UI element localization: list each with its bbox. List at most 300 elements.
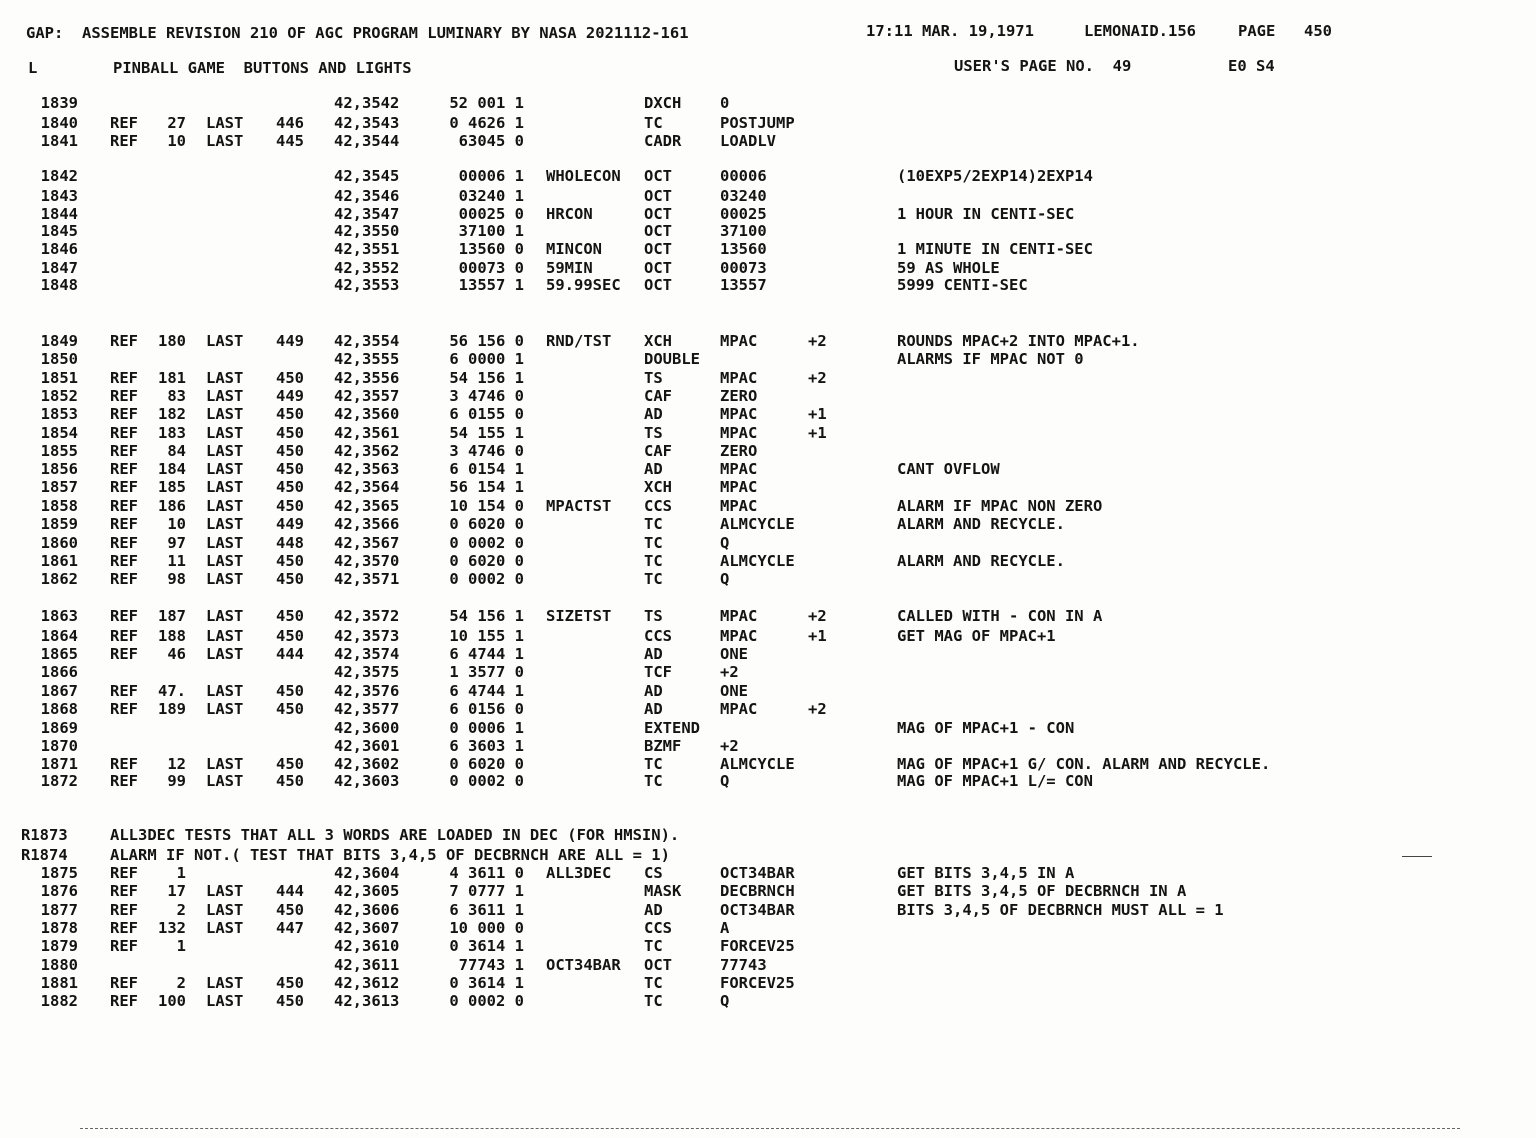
- listing-line: [0, 882, 1536, 901]
- ref-count: 1: [176, 864, 186, 882]
- machine-code: 0 0002 0: [449, 534, 524, 552]
- last-page: 450: [276, 755, 304, 773]
- ref-count: 12: [167, 755, 186, 773]
- last-label: LAST: [206, 515, 244, 533]
- line-number: 1857: [40, 478, 78, 496]
- opcode: OCT: [644, 259, 672, 277]
- operand: MPAC: [720, 405, 758, 423]
- symbol-label: HRCON: [546, 205, 593, 223]
- opcode: XCH: [644, 478, 672, 496]
- line-number: 1858: [40, 497, 78, 515]
- opcode: TS: [644, 607, 663, 625]
- last-page: 450: [276, 570, 304, 588]
- opcode: TS: [644, 424, 663, 442]
- opcode: TC: [644, 772, 663, 790]
- comment: GET MAG OF MPAC+1: [897, 627, 1056, 645]
- machine-code: 52 001 1: [449, 94, 524, 112]
- address: 42,3606: [334, 901, 400, 919]
- opcode: OCT: [644, 222, 672, 240]
- ref-label: REF: [110, 700, 138, 718]
- opcode: OCT: [644, 276, 672, 294]
- ref-label: REF: [110, 645, 138, 663]
- last-page: 450: [276, 424, 304, 442]
- last-label: LAST: [206, 497, 244, 515]
- listing-line: [0, 94, 1536, 113]
- symbol-label: MPACTST: [546, 497, 612, 515]
- opcode: CS: [644, 864, 663, 882]
- last-page: 447: [276, 919, 304, 937]
- comment: GET BITS 3,4,5 OF DECBRNCH IN A: [897, 882, 1187, 900]
- machine-code: 13560 0: [458, 240, 524, 258]
- listing-line: [0, 552, 1536, 571]
- line-number: 1879: [40, 937, 78, 955]
- address: 42,3613: [334, 992, 400, 1010]
- operand: MPAC: [720, 627, 758, 645]
- operand: MPAC: [720, 497, 758, 515]
- last-label: LAST: [206, 700, 244, 718]
- address: 42,3572: [334, 607, 400, 625]
- machine-code: 54 155 1: [449, 424, 524, 442]
- listing-line: [0, 682, 1536, 701]
- line-number: 1859: [40, 515, 78, 533]
- last-page: 444: [276, 645, 304, 663]
- line-number: 1839: [40, 94, 78, 112]
- line-number: 1870: [40, 737, 78, 755]
- address: 42,3556: [334, 369, 400, 387]
- machine-code: 77743 1: [458, 956, 524, 974]
- listing-line: [0, 205, 1536, 224]
- operand: MPAC: [720, 607, 758, 625]
- line-number: 1842: [40, 167, 78, 185]
- listing-line: [0, 570, 1536, 589]
- listing-line: [0, 259, 1536, 278]
- machine-code: 3 4746 0: [449, 442, 524, 460]
- line-number: 1880: [40, 956, 78, 974]
- machine-code: 10 154 0: [449, 497, 524, 515]
- operand-offset: +2: [808, 607, 827, 625]
- ref-count: 184: [158, 460, 186, 478]
- opcode: OCT: [644, 187, 672, 205]
- address: 42,3563: [334, 460, 400, 478]
- ref-count: 99: [167, 772, 186, 790]
- last-label: LAST: [206, 442, 244, 460]
- ref-label: REF: [110, 755, 138, 773]
- machine-code: 10 000 0: [449, 919, 524, 937]
- symbol-label: WHOLECON: [546, 167, 621, 185]
- last-label: LAST: [206, 645, 244, 663]
- operand: ZERO: [720, 387, 758, 405]
- last-page: 449: [276, 387, 304, 405]
- last-page: 450: [276, 460, 304, 478]
- remark-number: R1874: [21, 846, 68, 864]
- last-page: 450: [276, 627, 304, 645]
- ref-label: REF: [110, 772, 138, 790]
- opcode: AD: [644, 700, 663, 718]
- ref-count: 10: [167, 132, 186, 150]
- operand: +2: [720, 663, 739, 681]
- machine-code: 13557 1: [458, 276, 524, 294]
- last-page: 450: [276, 772, 304, 790]
- opcode: EXTEND: [644, 719, 700, 737]
- ref-label: REF: [110, 424, 138, 442]
- line-number: 1876: [40, 882, 78, 900]
- machine-code: 0 6020 0: [449, 515, 524, 533]
- machine-code: 54 156 1: [449, 369, 524, 387]
- ref-label: REF: [110, 515, 138, 533]
- opcode: OCT: [644, 205, 672, 223]
- machine-code: 37100 1: [458, 222, 524, 240]
- ref-label: REF: [110, 497, 138, 515]
- address: 42,3600: [334, 719, 400, 737]
- opcode: AD: [644, 460, 663, 478]
- last-label: LAST: [206, 772, 244, 790]
- operand: 13557: [720, 276, 767, 294]
- opcode: TC: [644, 974, 663, 992]
- opcode: BZMF: [644, 737, 682, 755]
- opcode: CAF: [644, 442, 672, 460]
- ref-count: 97: [167, 534, 186, 552]
- machine-code: 6 0000 1: [449, 350, 524, 368]
- address: 42,3573: [334, 627, 400, 645]
- machine-code: 6 3603 1: [449, 737, 524, 755]
- last-label: LAST: [206, 919, 244, 937]
- page-label: PAGE: [1238, 22, 1276, 40]
- machine-code: 0 3614 1: [449, 974, 524, 992]
- operand: 00073: [720, 259, 767, 277]
- ref-count: 187: [158, 607, 186, 625]
- address: 42,3565: [334, 497, 400, 515]
- last-page: 450: [276, 700, 304, 718]
- opcode: AD: [644, 682, 663, 700]
- address: 42,3560: [334, 405, 400, 423]
- symbol-label: OCT34BAR: [546, 956, 621, 974]
- opcode: XCH: [644, 332, 672, 350]
- ref-label: REF: [110, 937, 138, 955]
- machine-code: 3 4746 0: [449, 387, 524, 405]
- address: 42,3555: [334, 350, 400, 368]
- last-label: LAST: [206, 974, 244, 992]
- line-number: 1872: [40, 772, 78, 790]
- line-number: 1850: [40, 350, 78, 368]
- user-page: USER'S PAGE NO. 49: [954, 57, 1132, 75]
- last-label: LAST: [206, 405, 244, 423]
- machine-code: 7 0777 1: [449, 882, 524, 900]
- listing-line: [0, 387, 1536, 406]
- listing-line: [0, 240, 1536, 259]
- ref-count: 188: [158, 627, 186, 645]
- last-label: LAST: [206, 755, 244, 773]
- line-number: 1878: [40, 919, 78, 937]
- margin-mark: [1402, 856, 1432, 857]
- line-number: 1864: [40, 627, 78, 645]
- address: 42,3550: [334, 222, 400, 240]
- line-number: 1856: [40, 460, 78, 478]
- machine-code: 6 4744 1: [449, 682, 524, 700]
- opcode: DOUBLE: [644, 350, 700, 368]
- listing-line: [0, 350, 1536, 369]
- ref-label: REF: [110, 369, 138, 387]
- ref-count: 1: [176, 937, 186, 955]
- machine-code: 0 0002 0: [449, 992, 524, 1010]
- listing-line: [0, 719, 1536, 738]
- comment: MAG OF MPAC+1 G/ CON. ALARM AND RECYCLE.: [897, 755, 1271, 773]
- last-page: 450: [276, 901, 304, 919]
- comment: ALARM IF MPAC NON ZERO: [897, 497, 1103, 515]
- listing-line: [0, 974, 1536, 993]
- listing-flag: L: [28, 59, 38, 77]
- ref-count: 17: [167, 882, 186, 900]
- opcode: CAF: [644, 387, 672, 405]
- listing-line: [0, 478, 1536, 497]
- operand: MPAC: [720, 424, 758, 442]
- ref-label: REF: [110, 132, 138, 150]
- line-number: 1846: [40, 240, 78, 258]
- machine-code: 1 3577 0: [449, 663, 524, 681]
- last-label: LAST: [206, 992, 244, 1010]
- last-label: LAST: [206, 424, 244, 442]
- opcode: AD: [644, 645, 663, 663]
- remark-text: ALL3DEC TESTS THAT ALL 3 WORDS ARE LOADED IN DEC (FOR HMSIN).: [110, 826, 680, 844]
- ref-count: 186: [158, 497, 186, 515]
- address: 42,3552: [334, 259, 400, 277]
- operand: ALMCYCLE: [720, 552, 795, 570]
- listing-line: [0, 992, 1536, 1011]
- address: 42,3543: [334, 114, 400, 132]
- machine-code: 00073 0: [458, 259, 524, 277]
- section-title: PINBALL GAME BUTTONS AND LIGHTS: [113, 59, 412, 77]
- machine-code: 03240 1: [458, 187, 524, 205]
- operand: A: [720, 919, 730, 937]
- listing-line: [0, 187, 1536, 206]
- ref-label: REF: [110, 974, 138, 992]
- opcode: MASK: [644, 882, 682, 900]
- line-number: 1867: [40, 682, 78, 700]
- operand: ZERO: [720, 442, 758, 460]
- page-bottom-rule: [80, 1128, 1460, 1129]
- line-number: 1844: [40, 205, 78, 223]
- machine-code: 0 6020 0: [449, 755, 524, 773]
- address: 42,3545: [334, 167, 400, 185]
- operand: MPAC: [720, 478, 758, 496]
- listing-line: [0, 755, 1536, 774]
- address: 42,3612: [334, 974, 400, 992]
- machine-code: 54 156 1: [449, 607, 524, 625]
- page-number: 450: [1304, 22, 1332, 40]
- machine-code: 56 154 1: [449, 478, 524, 496]
- listing-line: [0, 919, 1536, 938]
- last-label: LAST: [206, 607, 244, 625]
- last-label: LAST: [206, 460, 244, 478]
- address: 42,3605: [334, 882, 400, 900]
- ref-count: 189: [158, 700, 186, 718]
- line-number: 1862: [40, 570, 78, 588]
- operand: MPAC: [720, 460, 758, 478]
- ref-count: 100: [158, 992, 186, 1010]
- operand: 77743: [720, 956, 767, 974]
- operand-offset: +2: [808, 700, 827, 718]
- ref-label: REF: [110, 552, 138, 570]
- address: 42,3611: [334, 956, 400, 974]
- opcode: TC: [644, 534, 663, 552]
- comment: 1 MINUTE IN CENTI-SEC: [897, 240, 1093, 258]
- operand: POSTJUMP: [720, 114, 795, 132]
- job-name: LEMONAID.156: [1084, 22, 1196, 40]
- listing-line: [0, 864, 1536, 883]
- opcode: TC: [644, 515, 663, 533]
- operand-offset: +1: [808, 405, 827, 423]
- listing-line: [0, 497, 1536, 516]
- operand: Q: [720, 772, 730, 790]
- ref-count: 83: [167, 387, 186, 405]
- operand: 03240: [720, 187, 767, 205]
- last-page: 450: [276, 607, 304, 625]
- last-label: LAST: [206, 478, 244, 496]
- comment: 1 HOUR IN CENTI-SEC: [897, 205, 1075, 223]
- listing-line: [0, 607, 1536, 626]
- line-number: 1860: [40, 534, 78, 552]
- last-page: 449: [276, 332, 304, 350]
- address: 42,3564: [334, 478, 400, 496]
- ref-label: REF: [110, 919, 138, 937]
- comment: BITS 3,4,5 OF DECBRNCH MUST ALL = 1: [897, 901, 1224, 919]
- address: 42,3602: [334, 755, 400, 773]
- operand: 00006: [720, 167, 767, 185]
- last-page: 450: [276, 405, 304, 423]
- opcode: OCT: [644, 240, 672, 258]
- opcode: TC: [644, 552, 663, 570]
- opcode: TCF: [644, 663, 672, 681]
- ref-count: 10: [167, 515, 186, 533]
- opcode: DXCH: [644, 94, 682, 112]
- last-page: 450: [276, 369, 304, 387]
- address: 42,3547: [334, 205, 400, 223]
- last-label: LAST: [206, 552, 244, 570]
- last-label: LAST: [206, 132, 244, 150]
- listing-line: [0, 700, 1536, 719]
- operand: Q: [720, 570, 730, 588]
- listing-line: [0, 332, 1536, 351]
- listing-line: [0, 405, 1536, 424]
- comment: ALARMS IF MPAC NOT 0: [897, 350, 1084, 368]
- machine-code: 0 4626 1: [449, 114, 524, 132]
- ref-label: REF: [110, 405, 138, 423]
- ref-label: REF: [110, 460, 138, 478]
- address: 42,3577: [334, 700, 400, 718]
- listing-line: [0, 956, 1536, 975]
- machine-code: 6 4744 1: [449, 645, 524, 663]
- operand: 00025: [720, 205, 767, 223]
- ref-label: REF: [110, 570, 138, 588]
- listing-line: [0, 132, 1536, 151]
- opcode: OCT: [644, 167, 672, 185]
- machine-code: 6 0154 1: [449, 460, 524, 478]
- address: 42,3570: [334, 552, 400, 570]
- symbol-label: 59MIN: [546, 259, 593, 277]
- operand: FORCEV25: [720, 937, 795, 955]
- operand: 37100: [720, 222, 767, 240]
- ref-count: 2: [176, 974, 186, 992]
- last-page: 450: [276, 682, 304, 700]
- address: 42,3542: [334, 94, 400, 112]
- listing-line: [0, 222, 1536, 241]
- opcode: AD: [644, 901, 663, 919]
- operand: +2: [720, 737, 739, 755]
- line-number: 1875: [40, 864, 78, 882]
- ref-count: 98: [167, 570, 186, 588]
- operand-offset: +1: [808, 424, 827, 442]
- comment: MAG OF MPAC+1 - CON: [897, 719, 1075, 737]
- last-label: LAST: [206, 682, 244, 700]
- address: 42,3601: [334, 737, 400, 755]
- comment: ROUNDS MPAC+2 INTO MPAC+1.: [897, 332, 1140, 350]
- last-page: 450: [276, 992, 304, 1010]
- opcode: TC: [644, 937, 663, 955]
- machine-code: 00025 0: [458, 205, 524, 223]
- ref-label: REF: [110, 627, 138, 645]
- last-label: LAST: [206, 387, 244, 405]
- ref-count: 183: [158, 424, 186, 442]
- address: 42,3575: [334, 663, 400, 681]
- listing-line: [0, 442, 1536, 461]
- listing-line: [0, 534, 1536, 553]
- line-number: 1869: [40, 719, 78, 737]
- operand: ALMCYCLE: [720, 755, 795, 773]
- opcode: TS: [644, 369, 663, 387]
- line-number: 1877: [40, 901, 78, 919]
- operand: ALMCYCLE: [720, 515, 795, 533]
- remark-line: [0, 826, 1536, 845]
- machine-code: 56 156 0: [449, 332, 524, 350]
- ref-label: REF: [110, 992, 138, 1010]
- address: 42,3561: [334, 424, 400, 442]
- comment: ALARM AND RECYCLE.: [897, 515, 1065, 533]
- last-page: 445: [276, 132, 304, 150]
- ref-count: 11: [167, 552, 186, 570]
- ref-count: 2: [176, 901, 186, 919]
- ref-count: 180: [158, 332, 186, 350]
- symbol-label: 59.99SEC: [546, 276, 621, 294]
- operand: ONE: [720, 645, 748, 663]
- ref-label: REF: [110, 864, 138, 882]
- machine-code: 00006 1: [458, 167, 524, 185]
- listing-title: GAP: ASSEMBLE REVISION 210 OF AGC PROGRAM LUMINARY BY NASA 2021112-161: [26, 24, 689, 42]
- operand: Q: [720, 992, 730, 1010]
- address: 42,3566: [334, 515, 400, 533]
- address: 42,3610: [334, 937, 400, 955]
- ref-label: REF: [110, 901, 138, 919]
- line-number: 1866: [40, 663, 78, 681]
- machine-code: 0 0002 0: [449, 570, 524, 588]
- comment: GET BITS 3,4,5 IN A: [897, 864, 1075, 882]
- operand: LOADLV: [720, 132, 776, 150]
- opcode: TC: [644, 114, 663, 132]
- last-page: 450: [276, 552, 304, 570]
- ref-label: REF: [110, 882, 138, 900]
- listing-line: [0, 901, 1536, 920]
- last-page: 450: [276, 497, 304, 515]
- listing-line: [0, 515, 1536, 534]
- address: 42,3546: [334, 187, 400, 205]
- last-label: LAST: [206, 627, 244, 645]
- last-page: 444: [276, 882, 304, 900]
- operand-offset: +2: [808, 369, 827, 387]
- ref-count: 185: [158, 478, 186, 496]
- last-label: LAST: [206, 369, 244, 387]
- machine-code: 0 3614 1: [449, 937, 524, 955]
- machine-code: 6 0156 0: [449, 700, 524, 718]
- operand: DECBRNCH: [720, 882, 795, 900]
- operand: OCT34BAR: [720, 864, 795, 882]
